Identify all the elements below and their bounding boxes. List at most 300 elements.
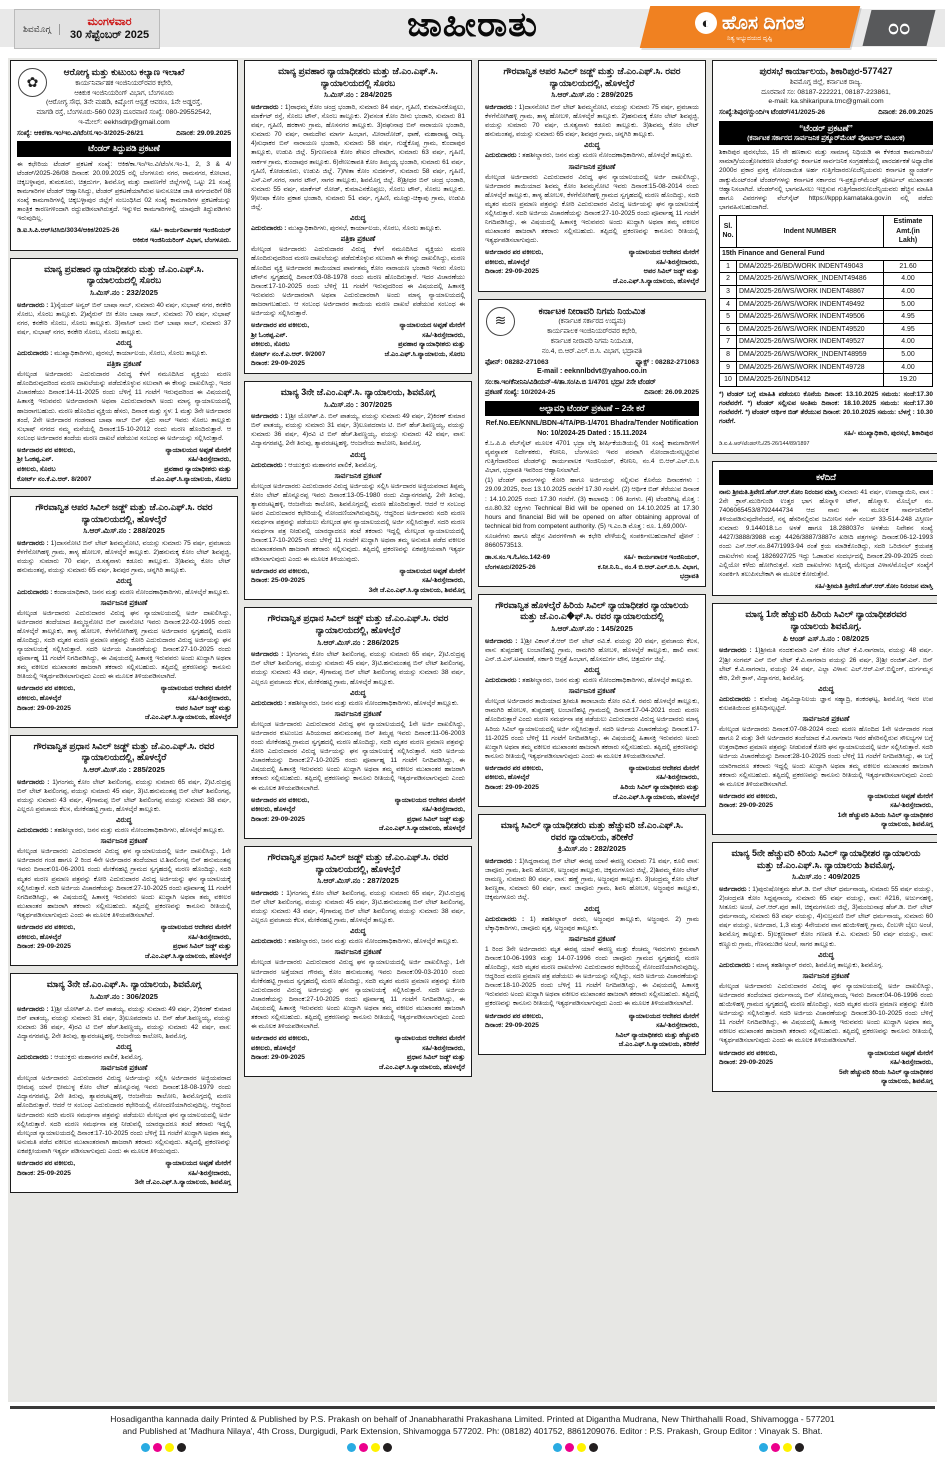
ad-court-holalkere-288 — [10, 496, 238, 728]
knnl-waves-icon: ≋ — [486, 307, 515, 336]
signature-line: ಅರ್ಜಿದಾರರ ಪರ ವಕೀಲರು, — [17, 446, 76, 454]
ad-subtitle: (ಕರ್ನಾಟಕ ಸರ್ಕಾರದ ಉದ್ಯಮ) — [558, 318, 626, 326]
ad-paragraph-label: ಎದುರುದಾರರು : — [17, 827, 55, 835]
ad-headline-line: ಅಲ್ಪಾವಧಿ ಟೆಂಡರ್ ಪ್ರಕಟಣೆ – 2ನೇ ಕರೆ — [539, 402, 645, 413]
ad-section-heading: ಸಾರ್ವಜನಿಕ ಪ್ರಕಟಣೆ — [334, 947, 382, 957]
signature-right — [385, 321, 466, 369]
ad-paragraph-label: ಎದುರುದಾರರು : — [251, 225, 289, 233]
indent-table-row — [720, 285, 933, 298]
signature-block — [485, 1012, 699, 1050]
ad-paragraph-label: ಎದುರುದಾರರು : — [17, 1053, 55, 1061]
ad-paragraph: ಮೇಲ್ಕಂಡ ಅರ್ಜಿದಾರರು ಎದುರುದಾರರ ವಿರುದ್ಧ ಘನ ನ್ಯಾಯಾಲಯದಲ್ಲಿ ಅರ್ಜಿ ದಾಖಲಿಸಿದ್ದು, 1ನೇ ಅರ್ಜಿದಾರರ ಗಂಡ ಹಾಗೂ 2 ರಿಂದ 4ನೇ ಅರ್ಜಿದಾರರ ತಂದೆಯಾದ ಟಿ.ಶಿವಲಿಂಗಪ್ಪ ಬಿನ್ ಹನುಮಂತಪ್ಪ ಇವರು ದಿನಾಂಕ:01-06-2001 ರಂದು ಮೇಕೆನಹಟ್ಟಿ ಗ್ರಾಮದ ಸ್ವಗೃಹದಲ್ಲಿ ಮರಣ ಹೊಂದಿದ್ದು, ಸದರಿ ಮೃತರ ಮರಣ ಪ್ರಮಾಣ ಪತ್ರವನ್ನು ಕೋರಿ ಎದುರುದಾರರ ವಿರುದ್ಧ ಅರ್ಜಿಯನ್ನು ಘನ ನ್ಯಾಯಾಲಯಕ್ಕೆ ಸಲ್ಲಿಸಿರುತ್ತಾರೆ. ಸದರಿ ಅರ್ಜಿಯ ವಿಚಾರಣೆಯನ್ನು ದಿನಾಂಕ:27-10-2025 ರಂದು ಪೂರ್ವಾಹ್ನ 11 ಗಂಟೆಗೆ ನಿಗದಿಪಡಿಸಿದ್ದು, ಈ ವಿಷಯದಲ್ಲಿ ಹಿತಾಸಕ್ತಿ ಇರುವವರು ಅಂದು ಖುದ್ದಾಗಿ ಅಥವಾ ತಮ್ಮ ವಕೀಲರ ಮುಖಾಂತರ ಹಾಜರಾಗಿ ತಕರಾರು ಸಲ್ಲಿಸಬಹುದು. ತಪ್ಪಿದಲ್ಲಿ ಪ್ರಕರಣವನ್ನು ಕಾನೂನು ರೀತಿಯಲ್ಲಿ ಇತ್ಯರ್ಥಪಡಿಸಲಾಗುವುದು ಎಂದು ಈ ಮೂಲಕ ತಿಳಿಯಪಡಿಸಲಾಗಿದೆ. — [17, 848, 231, 919]
case-number: ಕ್ರಿ.ಮಿಸ್.ನಂ : 282/2025 — [558, 844, 626, 854]
indent-number: DMA/2025-26/WS/WORK_INDENT49486 — [737, 273, 884, 286]
signature-block — [251, 567, 465, 596]
indent-estimate-amount: 4.00 — [884, 285, 933, 298]
signature-line: ದಿನಾಂಕ: 29-09-2025 — [251, 1054, 305, 1062]
ad-lost-notice — [712, 461, 937, 597]
edition-city: ಶಿವಮೊಗ್ಗ — [15, 24, 60, 35]
indent-sl-no: 10 — [720, 374, 737, 387]
signature-line: ಅರ್ಜಿದಾರರ ಪರ ವಕೀಲರು, — [17, 685, 76, 693]
cmyk-dot — [371, 1443, 380, 1452]
ad-section-heading: ವಿರುದ್ಧ — [116, 1041, 132, 1051]
signature-line: ದಿನಾಂಕ: 29-09-2025 — [719, 802, 773, 810]
ad-court-holalkere-287 — [244, 846, 472, 1078]
ad-post-paragraph: *) ಟೆಂಡರ್ ಬಗ್ಗೆ ಮಾಹಿತಿ ಪಡೆಯಲು ಕೊನೆಯ ದಿನಾಂಕ: 13.10.2025 ಸಮಯ: ಸಂಜೆ:17.30 ಗಂಟೆವರೆಗೆ. *) ಟೆಂಡರ್ ಸಲ್ಲಿಸುವ ಅಂತಿಮ ದಿನಾಂಕ: 18.10.2025 ಸಮಯ: ಸಂಜೆ:17.30 ಗಂಟೆವರೆಗೆ. *) ಟೆಂಡರ್ ಆರ್ಥಿಕ ಬಿಡ್ ತೆರೆಯುವ ದಿನಾಂಕ: 20.10.2025 ಸಮಯ: ಬೆಳಗ್ಗೆ : 10.30 ಗಂಟೆಗೆ. — [719, 391, 933, 426]
ad-title: ಮಾನ್ಯ 1ನೇ ಹೆಚ್ಚುವರಿ ಹಿರಿಯ ಸಿವಿಲ್ ನ್ಯಾಯಾಧೀಶರವರ — [745, 609, 907, 620]
ad-info-center: E-mail : eeknnlbdvt@yahoo.co.in — [537, 368, 647, 376]
ad-paragraph-label: ಅರ್ಜಿದಾರರು : — [251, 889, 287, 897]
ad-knnl-tender — [478, 299, 706, 587]
case-number: ಸಿ.ಆರ್.ಮಿಸ್.ನಂ : 289/2025 — [551, 90, 633, 100]
ad-reference-bold: Ref.No.EE/KNNL/BDN-4/TA/PB-1/4701 Bhadra/Tender Notification — [485, 420, 699, 428]
indent-sl-no: 7 — [720, 336, 737, 349]
signature-line: ನ್ಯಾಯಾಲಯದ ಅಪ್ಪಣೆ ಮೇರೆಗೆ — [165, 446, 231, 454]
imprint-line-1: Hosadigantha kannada daily Printed & Published by P.S. Prakash on behalf of Jnanabharathi Prakashana Limited. Printed at Digantha Mudrana, New Thirthahalli Road, Shivamogga - 577201 — [110, 1414, 835, 1424]
signature-line: ಡಿ.ಐ.ಸಿ.ಪಿ.ಆರ್/ಟಿಸಿಬಿ/3034/ಆಕಿಕ/2025-26 — [17, 227, 120, 235]
cmyk-dot-group — [141, 1443, 186, 1452]
cmyk-dot — [565, 1443, 574, 1452]
ad-section-heading: ವಿರುದ್ಧ — [350, 449, 366, 459]
ad-paragraph-label: ಎದುರುದಾರರು : — [251, 461, 289, 469]
cmyk-dot — [759, 1443, 768, 1452]
brand-tagline: ನಿತ್ಯ ಅಭ್ಯುದಯದ ದೃಷ್ಟಿ — [727, 36, 773, 42]
signature-block — [485, 248, 699, 286]
indent-number: DMA/2025-26/WS/WORK INDENT49492 — [737, 298, 884, 311]
ad-title: ಮಾನ್ಯ 3ನೇ ಜೆ.ಎಂ.ಎಫ್.ಸಿ. ನ್ಯಾಯಾಲಯ, ಶಿವಮೊಗ್ಗ — [46, 979, 202, 990]
signature-right — [135, 1159, 231, 1188]
ad-title: ಗೌರವಾನ್ವಿತ ಪ್ರಧಾನ ಸಿವಿಲ್ ಜಡ್ಜ್ ಮತ್ತು ಜೆ.ಎಂ.ಎಫ್.ಸಿ. ರವರ — [33, 740, 215, 751]
ad-column-1 — [10, 60, 238, 1400]
ad-date: ಫ್ಯಾಕ್ಸ್ : 08282-271063 — [635, 358, 699, 366]
signature-right — [379, 796, 465, 834]
case-number: ಸಿ.ಆರ್.ಮಿಸ್.ನಂ : 288/2025 — [83, 526, 165, 536]
ad-paragraph-label: ಎದುರುದಾರರು : — [251, 938, 289, 946]
indent-estimate-amount: 4.00 — [884, 361, 933, 374]
ad-paragraph-label: ಅರ್ಜಿದಾರರು : — [719, 885, 753, 893]
signature-right — [145, 923, 231, 961]
ad-paragraph: ಈ ಕಛೇರಿಯ ಟೆಂಡರ್ ಪ್ರಕಟಣೆ ಸಂಖ್ಯೆ: ಆಕಿಕ/ಕಾ.ಇಂ/ಇಂ.ವಿ/ಟೆಂ/ಸ.ಇಂ-1, 2, 3 & 4/ಟೆಂಡರ್/2025-26/08 ದಿನಾಂಕ: 20.09.2025 ರಲ್ಲಿ ಬೆಂಗಳೂರು ನಗರ, ರಾಮನಗರ, ಕೋಲಾರ, ಚಿಕ್ಕಬಳ್ಳಾಪುರ, ತುಮಕೂರು, ಚಿತ್ರದುರ್ಗ, ಶಿವಮೊಗ್ಗ ಮತ್ತು ದಾವಣಗೆರೆ ಜಿಲ್ಲೆಗಳಲ್ಲಿ ಒಟ್ಟು 21 ಸಂಖ್ಯೆ ಕಾಮಗಾರಿಗಳ ಟೆಂಡರ್ ಆಹ್ವಾನಿಸಿದ್ದು, ಟೆಂಡರ್ ಪ್ರಕಟಣೆಯಾಗಿರುವ ಅನುಸೂಚಿತ ಜಾತಿ ವರ್ಗದವರಿಗೆ 08 ಸಂಖ್ಯೆ ಕಾಮಗಾರಿಗಳಲ್ಲಿ ಚಿಕ್ಕಬಳ್ಳಾಪುರ ಜಿಲ್ಲೆಗೆ ಸಂಬಂಧಿಸಿದ 02 ಸಂಖ್ಯೆ ಕಾಮಗಾರಿಗಳ ಪ್ರಕಟಣೆಯನ್ನು ತಾಂತ್ರಿಕ ಕಾರಣಗಳಿಂದಾಗಿ ರದ್ದುಪಡಿಸಲಾಗಿರುತ್ತದೆ. ಇನ್ನುಳಿದ ಕಾಮಗಾರಿಗಳಲ್ಲಿ ಯಾವುದೇ ತಿದ್ದುಪಡಿಗಳು ಇರುವುದಿಲ್ಲ. — [17, 160, 231, 223]
indent-number: DMA/2025-26/BD/WORK INDENT49043 — [737, 260, 884, 273]
ad-paragraph: ಮೇಲ್ಕಂಡ ಅರ್ಜಿದಾರರು ಎದುರುದಾರರ ವಿರುದ್ಧ ಅರ್ಜಿಯನ್ನು ಸಲ್ಲಿಸಿ ಅರ್ಜಿದಾರರ ಅಜ್ಜಿಯವರಾದ ತಿಪ್ಪಮ್ಮ ಕೋಂ ಲೇಟ್ ಹೊನ್ನೂರಪ್ಪ ಇವರು ದಿನಾಂಕ:13-05-1980 ರಂದು ವಿದ್ಯಾನಗರಪಟ್ಟಿ, 2ನೇ ತಿರುವು, ತ್ಯಾವರಚಟ್ನಹಳ್ಳಿ, ಆಂಜನೇಯ ಕಾಲೋನಿ, ಶಿವಮೊಗ್ಗದಲ್ಲಿ ಮರಣ ಹೊಂದಿರುತ್ತಾರೆ. ಆದರೆ ಆ ಸಂಬಂಧ ಅವರ ಎದುರುದಾರರ ಕಛೇರಿಯಲ್ಲಿ ನೋಂದಣಿಯಾಗಿರುವುದಿಲ್ಲ. ಆದ್ದರಿಂದ ಅರ್ಜಿದಾರರು ಸದರಿ ಮರಣ ಸಮರ್ಥನಾ ಪತ್ರವನ್ನು ಪಡೆಯಲು ಮೇಲ್ಕಂಡ ಘನ ನ್ಯಾಯಾಲಯದಲ್ಲಿ ಅರ್ಜಿ ಸಲ್ಲಿಸಿರುತ್ತಾರೆ. ಸದರಿ ಮರಣ ಸಮರ್ಥನಾ ಪತ್ರ ನೀಡುವಲ್ಲಿ ಯಾರದ್ದಾದರೂ ತಂಟೆ ತಕರಾರು ಇದ್ದಲ್ಲಿ ಮೇಲ್ಕಂಡ ನ್ಯಾಯಾಲಯದಲ್ಲಿ ದಿನಾಂಕ:17-10-2025 ರಂದು ಬೆಳಿಗ್ಗೆ 11 ಗಂಟೆಗೆ ಖುದ್ದಾಗಿ ಅಥವಾ ತಮ್ಮ ಅನುಮತಿ ಪಡೆದ ವಕೀಲರ ಮುಖಾಂತರವಾಗಿ ಹಾಜರಾಗಿ ತಕರಾರು ಸಲ್ಲಿಸುವುದು. ತಪ್ಪಿದಲ್ಲಿ ಪ್ರಕರಣವನ್ನು ಏಕಪಕ್ಷೀಯವಾಗಿ ಇತ್ಯರ್ಥ ಪಡಿಸಲಾಗುವುದು ಎಂದು ಈ ಮೂಲಕ ತಿಳಿಯುವುದು. — [251, 482, 465, 563]
edition-date: 30 ಸೆಪ್ಟೆಂಬರ್ 2025 — [69, 29, 150, 41]
signature-line: ಬೆಂಗಳೂರು/2025-26 — [485, 563, 536, 571]
signature-line: ಜೆ.ಎಂ.ಎಫ್.ಸಿ.ನ್ಯಾಯಾಲಯ, ಸೊರಬ — [150, 475, 231, 483]
signature-line: 1ನೇ ಹೆಚ್ಚುವರಿ ಹಿರಿಯ ಸಿವಿಲ್ ನ್ಯಾಯಾಧೀಶರ — [837, 811, 933, 819]
ad-section-heading: ವಿರುದ್ಧ — [818, 683, 834, 693]
ad-paragraph: ಅರ್ಜಿದಾರರು : 1)ಗಂಗಮ್ಮ ಕೋಂ ಲೇಟ್ ಶಿವಲಿಂಗಪ್ಪ, ವಯಸ್ಸು ಸುಮಾರು 65 ವರ್ಷ, 2)ಟಿ.ರುದ್ರಪ್ಪ ಬಿನ್ ಲೇಟ್ ಶಿವಲಿಂಗಪ್ಪ, ವಯಸ್ಸು ಸುಮಾರು 45 ವರ್ಷ, 3)ಟಿ.ಹನುಮಂತಪ್ಪ ಬಿನ್ ಲೇಟ್ ಶಿವಲಿಂಗಪ್ಪ, ವಯಸ್ಸು ಸುಮಾರು 43 ವರ್ಷ, 4)ಗಾಮಪ್ಪ ಬಿನ್ ಲೇಟ್ ಶಿವಲಿಂಗಪ್ಪ ವಯಸ್ಸು ಸುಮಾರು 38 ವರ್ಷ, ಎಲ್ಲರೂ ಪ್ರವಚಾಯ ಕೆಲಸ, ಮೇಕೆನಹಟ್ಟಿ ಗ್ರಾಮ, ಹೊಳಲ್ಕೆರೆ ತಾಲ್ಲೂಕು. — [251, 889, 465, 925]
ad-subtitle: ಆಕಿಕುಕ ಇಂಜಿನಿಯರಿಂಗ್ ವಿಭಾಗ, ಬೆಂಗಳೂರು — [74, 89, 174, 97]
footer-rule — [10, 1406, 935, 1409]
govt-emblem-icon: ✿ — [18, 68, 47, 97]
signature-line: ಜೆ.ಎಂ.ಎಫ್.ಸಿ.ನ್ಯಾಯಾಲಯ, ಹೊಳಲ್ಕೆರೆ — [378, 825, 465, 833]
indent-table-row — [720, 336, 933, 349]
signature-right — [598, 553, 699, 582]
ad-date: ದಿನಾಂಕ: 26.09.2025 — [878, 109, 933, 117]
indent-sl-no: 2 — [720, 273, 737, 286]
signature-line: ಜೆ.ಎಂ.ಎಫ್.ಸಿ.ನ್ಯಾಯಾಲಯ, ಹೊಳಲ್ಕೆರೆ — [144, 952, 231, 960]
indent-sl-no: 3 — [720, 285, 737, 298]
signature-left — [485, 553, 550, 582]
ad-court-shivamogga-409 — [712, 842, 937, 1092]
ad-ref-number: ಸಂಖ್ಯೆ:ಶಿಪುರ/ಸ್ಬುಂದಿ/ಇ ಟೆಂಡರ್/41/2025-26 — [719, 109, 826, 117]
ad-health-tender — [10, 60, 238, 251]
signature-line: ಸಹಿ/-ಶ್ರೀಮತಿ ತ್ರಿವೇಣಿ.ಹೆಚ್.ಆರ್.ಕೋಂ ನಿರಂಜನ ಮಾಸ್ತಿ — [815, 582, 933, 590]
indent-table-header: Indent NUMBER — [737, 215, 884, 247]
signature-line: ವಕೀಲರು, ಹೊಳಲ್ಕೆರೆ — [251, 1044, 296, 1052]
ad-headline-bar — [719, 121, 933, 146]
indent-estimate-amount: 21.60 — [884, 260, 933, 273]
case-number: ಪಿ ಆಂಡ್ ಎಸ್.ಸಿ.ನಂ : 08/2025 — [782, 633, 870, 643]
signature-left — [251, 796, 309, 834]
indent-table-row — [720, 349, 933, 362]
signature-line: ಸಹಿ/- ಕಾರ್ಯನಿರ್ವಾಹಕ ಇಂಜಿನಿಯರ್ — [150, 227, 231, 235]
ad-paragraph-label: ಅರ್ಜಿದಾರರು : — [251, 104, 285, 111]
signature-line: ನ್ಯಾಯಾಲಯ, ಶಿವಮೊಗ್ಗ — [881, 1078, 933, 1086]
ad-paragraph: ಎದುರುದಾರರು : ಮುಖ್ಯಾಧಿಕಾರಿಗಳು, ಪುರಸಭೆ, ಕಾರ್ಯಾಲಯ, ಸೊರಬ, ಸೊರಬ ತಾಲ್ಲೂಕು. — [251, 225, 442, 233]
ad-paragraph: ಮೇಲ್ಕಂಡ ಅರ್ಜಿದಾರರು ಎದುರುದಾರರ ವಿರುದ್ಧ ಘನ ನ್ಯಾಯಾಲಯದಲ್ಲಿ ಅರ್ಜಿ ದಾಖಲಿಸಿದ್ದು, ಅರ್ಜಿದಾರರ ತಂದೆಯಾದ ಧರ್ಮನಾಯ್ಕ ಬಿನ್ ಸೋಮ್ಲನಾಯ್ಕ ಇವರು ದಿನಾಂಕ:04-06-1996 ರಂದು ಹುಯಿಳಿಹಳ್ಳಿ ಗ್ರಾಮದ ಸ್ವಗೃಹದಲ್ಲಿ ಮರಣ ಹೊಂದಿದ್ದು, ಸದರಿ ಮೃತರ ಮರಣ ಪ್ರಮಾಣ ಪತ್ರವನ್ನು ಕೋರಿ ಅರ್ಜಿಯನ್ನು ಸಲ್ಲಿಸಿರುತ್ತಾರೆ. ಸದರಿ ಅರ್ಜಿಯ ವಿಚಾರಣೆಯನ್ನು ದಿನಾಂಕ:30-10-2025 ರಂದು ಬೆಳಿಗ್ಗೆ 11 ಗಂಟೆಗೆ ನಿಗದಿಪಡಿಸಿದ್ದು, ಈ ವಿಷಯದಲ್ಲಿ ಹಿತಾಸಕ್ತಿ ಇರುವವರು ಅಂದು ಖುದ್ದಾಗಿ ಅಥವಾ ತಮ್ಮ ವಕೀಲರ ಮುಖಾಂತರ ಹಾಜರಾಗಿ ತಕರಾರು ಸಲ್ಲಿಸಬಹುದು. ತಪ್ಪಿದಲ್ಲಿ ಪ್ರಕರಣವನ್ನು ಕಾನೂನು ರೀತಿಯಲ್ಲಿ ಇತ್ಯರ್ಥಪಡಿಸಲಾಗುವುದು ಎಂದು ಈ ಮೂಲಕ ತಿಳಿಯಪಡಿಸಲಾಗಿದೆ. — [719, 982, 933, 1045]
ad-section-heading: ಸಾರ್ವಜನಿಕ ಪ್ರಕಟಣೆ — [802, 970, 850, 980]
ad-court-holalkere-286 — [244, 607, 472, 839]
indent-table-row — [720, 361, 933, 374]
ad-headline-line: (ಕರ್ನಾಟಕ ಸರ್ಕಾರದ ಸಾರ್ವಜನಿಕ ಪ್ರಕ್ಯೂರ್‌ಮೆಂಟ್ ಪೋರ್ಟಲ್ ಮೂಲಕ) — [747, 135, 905, 143]
ad-paragraph: ಮೇಲ್ಕಂಡ ಅರ್ಜಿದಾರರು ದಿನಾಂಕ:07-08-2024 ರಂದು ಮರಣ ಹೊಂದಿದ 1ನೇ ಅರ್ಜಿದಾರರ ಗಂಡ ಹಾಗೂ 2 ಮತ್ತು 3ನೇ ಅರ್ಜಿದಾರರ ತಂದೆಯಾದ ಕೆ.ವಿ.ನಾಗರಾಜ ಇವರ ಹೆಸರಿನಲ್ಲಿರುವ ಸೌಲಭ್ಯಗಳ ಬಗ್ಗೆ ಉತ್ತರಾಧಿಕಾರ ಪ್ರಮಾಣ ಪತ್ರವನ್ನು ನೀಡುವಂತೆ ಕೋರಿ ಘನ ನ್ಯಾಯಾಲಯದಲ್ಲಿ ಅರ್ಜಿ ಸಲ್ಲಿಸಿರುತ್ತಾರೆ. ಸದರಿ ಅರ್ಜಿಯ ವಿಚಾರಣೆಯನ್ನು ದಿನಾಂಕ:28-10-2025 ರಂದು ಬೆಳಿಗ್ಗೆ 11 ಗಂಟೆಗೆ ನಿಗದಿಪಡಿಸಿದ್ದು, ಈ ಬಗ್ಗೆ ಯಾರಿಗಾದರೂ ತಕರಾರು ಇದ್ದಲ್ಲಿ ಅಂದು ಖುದ್ದಾಗಿ ಅಥವಾ ತಮ್ಮ ವಕೀಲರ ಮುಖಾಂತರ ಹಾಜರಾಗಿ ತಕರಾರು ಸಲ್ಲಿಸಬಹುದು. ತಪ್ಪಿದಲ್ಲಿ ಪ್ರಕರಣವನ್ನು ಕಾನೂನು ರೀತಿಯಲ್ಲಿ ಇತ್ಯರ್ಥಪಡಿಸಲಾಗುವುದು ಎಂದು ಈ ಮೂಲಕ ತಿಳಿಯಪಡಿಸಲಾಗಿದೆ. — [719, 726, 933, 788]
signature-line: ವಕೀಲರು, ಸೊರಬ — [251, 341, 290, 349]
signature-line: ಅರ್ಜಿದಾರರ ಪರ ವಕೀಲರು, — [485, 249, 544, 257]
signature-line: ನ್ಯಾಯಾಲಯದ ಅಪ್ಪಣೆ ಮೇರೆಗೆ — [867, 1049, 933, 1057]
signature-line: ದಿನಾಂಕ: 29-09-2025 — [485, 1022, 539, 1030]
ad-title: ಮಾನ್ಯ ಪ್ರವಹಾರ ನ್ಯಾಯಾಧೀಶರು ಮತ್ತು ಜೆ.ಎಂ.ಎಫ್.ಸಿ. — [44, 263, 204, 274]
ad-paragraph-label: ನಾನು ಶ್ರೀಮತಿ.ತ್ರಿವೇಣಿ.ಹೆಚ್.ಆರ್.ಕೋಂ ನಿರಂಜನ ಮಾಸ್ತಿ — [719, 488, 839, 496]
indent-sl-no: 1 — [720, 260, 737, 273]
signature-block — [485, 764, 699, 802]
signature-line: ದಿನಾಂಕ: 29-09-2025 — [17, 943, 71, 951]
ad-paragraph: ಎದುರುದಾರರು : ಆಯುಕ್ತರು ಮಹಾನಗರ ಪಾಲಿಕೆ, ಶಿವಮೊಗ್ಗ. — [251, 461, 378, 469]
cmyk-dot — [359, 1443, 368, 1452]
ad-paragraph-label: ಎದುರುದಾರರು : — [719, 695, 760, 703]
signature-line: ನ್ಯಾಯಾಲಯದ ಅಪ್ಪಣೆ ಮೇರೆಗೆ — [867, 792, 933, 800]
ad-paragraph: ಎದುರುದಾರರು : ತಹಶೀಲ್ದಾರರು, ಜನನ ಮತ್ತು ಮರಣ ನೋಂದಣಾಧಿಕಾರಿಗಳು, ಹೊಳಲ್ಕೆರೆ ತಾಲ್ಲೂಕು. — [17, 827, 225, 835]
signature-line: ವಕೀಲರು, ಹೊಳಲ್ಕೆರೆ — [17, 933, 62, 941]
ad-title: ರವರ ನ್ಯಾಯಾಲಯ, ತರೀಕೆರೆ — [550, 831, 634, 842]
ad-reference-bold: No: 10/2024-25 Dated : 15.11.2024 — [537, 429, 647, 437]
ad-title: ಗೌರವಾನ್ವಿತ ಪ್ರಧಾನ ಸಿವಿಲ್ ಜಡ್ಜ್ ಮತ್ತು ಜೆ.ಎಂ.ಎಫ್.ಸಿ. ರವರ — [267, 851, 449, 862]
signature-right — [844, 429, 933, 439]
ad-subtitle: (ಆರೋಗ್ಯ ಸೌಧ, 3ನೇ ಮಹಡಿ, ಕಿಷ್ಕೋಗ ಆಸ್ಪತ್ರೆ ಆವರಣ, 1ನೇ ಅಡ್ಡರಸ್ತೆ, — [45, 99, 203, 107]
signature-line: ನ್ಯಾಯಾಲಯದ ಆದೇಶದ ಮೇರೆಗೆ — [160, 685, 231, 693]
ad-title: ಗೌರವಾನ್ವಿತ ಆಪರ ಸಿವಿಲ್ ಜಡ್ಜ್ ಮತ್ತು ಜೆ.ಎಂ.ಎಫ್.ಸಿ. ರವರ — [35, 502, 213, 513]
signature-line: ವಕೀಲರು, ಹೊಳಲ್ಕೆರೆ — [485, 774, 530, 782]
signature-line: ಸಹಿ/- ಕಾರ್ಯಪಾಲಕ ಇಂಜಿನಿಯರ್, — [623, 554, 699, 562]
signature-line: ವಕೀಲರು, ಹೊಳಲ್ಕೆರೆ — [485, 258, 530, 266]
ad-title: ಗೌರವಾನ್ವಿತ ಹೊಳಲ್ಕೆರೆ ಹಿರಿಯ ಸಿವಿಲ್ ನ್ಯಾಯಾಧೀಶರ ನ್ಯಾಯಾಲಯ — [495, 599, 689, 610]
signature-line: ದಿನಾಂಕ: 25-09-2025 — [251, 577, 305, 585]
signature-line: ಅರ್ಜಿದಾರರ ಪರ ವಕೀಲರು, — [251, 796, 310, 804]
ad-column-4 — [712, 60, 937, 1400]
indent-sl-no: 6 — [720, 323, 737, 336]
ad-section-heading: ಸಾರ್ವಜನಿಕ ಪ್ರಕಟಣೆ — [802, 714, 850, 724]
signature-line: ಅರ್ಜಿದಾರರ ಪರ ವಕೀಲರು, — [719, 1049, 778, 1057]
ad-paragraph: ಅರ್ಜಿದಾರರು : 1)ಗಂಗಮ್ಮ ಕೋಂ ಲೇಟ್ ಶಿವಲಿಂಗಪ್ಪ, ವಯಸ್ಸು ಸುಮಾರು 65 ವರ್ಷ, 2)ಟಿ.ರುದ್ರಪ್ಪ ಬಿನ್ ಲೇಟ್ ಶಿವಲಿಂಗಪ್ಪ, ವಯಸ್ಸು ಸುಮಾರು 45 ವರ್ಷ, 3)ಟಿ.ಹನುಮಂತಪ್ಪ ಬಿನ್ ಲೇಟ್ ಶಿವಲಿಂಗಪ್ಪ, ವಯಸ್ಸು ಸುಮಾರು 43 ವರ್ಷ, 4)ಗಾಮಪ್ಪ ಬಿನ್ ಲೇಟ್ ಶಿವಲಿಂಗಪ್ಪ ವಯಸ್ಸು ಸುಮಾರು 38 ವರ್ಷ, ಎಲ್ಲರೂ ಪ್ರವಚಾಯ ಕೆಲಸ, ಮೇಕೆನಹಟ್ಟಿ ಗ್ರಾಮ, ಹೊಳಲ್ಕೆರೆ ತಾಲ್ಲೂಕು. — [251, 651, 465, 686]
ad-title: ಮಾನ್ಯ 3ನೇ ಜೆ.ಎಂ.ಎಫ್.ಸಿ. ನ್ಯಾಯಾಲಯ, ಶಿವಮೊಗ್ಗ — [280, 386, 436, 397]
signature-left — [17, 684, 75, 722]
signature-line: ನ್ಯಾಯಾಲಯದ ಆದೇಶದ ಮೇರೆಗೆ — [160, 924, 231, 932]
hosa-digantha-logo-icon: ◐ — [695, 12, 717, 34]
ad-title: ನ್ಯಾಯಾಲಯದಲ್ಲಿ, ಹೊಳಲ್ಕೆರೆ — [549, 77, 635, 88]
signature-block — [485, 553, 699, 582]
signature-line: ವಕೀಲರು, ಸೊರಬ — [17, 465, 56, 473]
ad-paragraph: ಎದುರುದಾರರು : ತಹಶೀಲ್ದಾರರು, ಜನನ ಮತ್ತು ಮರಣ ನೋಂದಣಾಧಿಕಾರಿಗಳು, ಹೊಳಲ್ಕೆರೆ ತಾಲ್ಲೂಕು. — [485, 677, 693, 685]
signature-line: ಅರ್ಜಿದಾರರ ಪರ ವಕೀಲರು, — [719, 792, 778, 800]
signature-line: ಪ್ರಧಾನ ಸಿವಿಲ್ ಜಡ್ಜ್ ಮತ್ತು — [406, 815, 465, 823]
ad-ref-number: ಪ್ರಕಟಣೆ ಸಂಖ್ಯೆ: 10/2024-25 — [485, 389, 556, 397]
signature-line: ಜೆ.ಎಂ.ಎಫ್.ಸಿ.ನ್ಯಾಯಾಲಯ, ಹೊಳಲ್ಕೆರೆ — [378, 1063, 465, 1071]
signature-left — [251, 1034, 309, 1072]
indent-table-row — [720, 311, 933, 324]
signature-right — [839, 1049, 933, 1087]
signature-line: ಸಹಿ/-ಶಿರಸ್ತೇದಾರರು, — [890, 802, 933, 810]
indent-sl-no: 8 — [720, 349, 737, 362]
ad-paragraph: ಎದುರುದಾರರು : ಮಾನ್ಯ ತಹಶೀಲ್ದಾರ್ ರವರು, ಶಿವಮೊಗ್ಗ ತಾಲ್ಲೂಕು, ಶಿವಮೊಗ್ಗ. — [719, 961, 884, 969]
ad-paragraph: ಮೇಲ್ಕಂಡ ಅರ್ಜಿದಾರರು ಎದುರುದಾರರ ವಿರುದ್ಧ ಅರ್ಜಿಯನ್ನು ಸಲ್ಲಿಸಿ ಅರ್ಜಿದಾರರ ಅಜ್ಜಿಯವರಾದ ಭೀಮಪ್ಪ ಯಾನೆ ಭೀಮುಳ್ಳ ಕೋಂ ಲೇಟ್ ಹೊನ್ನೂರಪ್ಪ ಇವರು ದಿನಾಂಕ:18-08-1979 ರಂದು ವಿದ್ಯಾನಗರಪಟ್ಟಿ, 2ನೇ ತಿರುವು, ತ್ಯಾವರಚಟ್ನಹಳ್ಳಿ, ಆಂಜನೇಯ ಕಾಲೋನಿ, ಶಿವಮೊಗ್ಗದಲ್ಲಿ ಮರಣ ಹೊಂದಿರುತ್ತಾರೆ. ಆದರೆ ಆ ಸಂಬಂಧ ಎದುರುದಾರರ ಕಛೇರಿಯಲ್ಲಿ ನೋಂದಣಿಯಾಗಿರುವುದಿಲ್ಲ. ಆದ್ದರಿಂದ ಅರ್ಜಿದಾರರು ಸದರಿ ಮರಣ ಸಮರ್ಥನಾ ಪತ್ರವನ್ನು ಪಡೆಯಲು ಮೇಲ್ಕಂಡ ಘನ ನ್ಯಾಯಾಲಯದಲ್ಲಿ ಅರ್ಜಿ ಸಲ್ಲಿಸಿರುತ್ತಾರೆ. ಸದರಿ ಮರಣ ಸಮರ್ಥನಾ ಪತ್ರ ನೀಡುವಲ್ಲಿ ಯಾರದ್ದಾದರೂ ತಂಟೆ ತಕರಾರು ಇದ್ದಲ್ಲಿ ಮೇಲ್ಕಂಡ ನ್ಯಾಯಾಲಯದಲ್ಲಿ ದಿನಾಂಕ:17-10-2025 ರಂದು ಬೆಳಿಗ್ಗೆ 11 ಗಂಟೆಗೆ ಖುದ್ದಾಗಿ ಅಥವಾ ತಮ್ಮ ಅನುಮತಿ ಪಡೆದ ವಕೀಲರ ಮುಖಾಂತರವಾಗಿ ಹಾಜರಾಗಿ ತಕರಾರು ಸಲ್ಲಿಸುವುದು. ತಪ್ಪಿದಲ್ಲಿ ಪ್ರಕರಣವನ್ನು ಏಕಪಕ್ಷೀಯವಾಗಿ ಇತ್ಯರ್ಥ ಪಡಿಸಲಾಗುವುದು ಎಂದು ಈ ಮೂಲಕ ತಿಳಿಯುವುದು. — [17, 1075, 231, 1155]
signature-line: ಆಕಿಕುಕ ಇಂಜಿನಿಯರಿಂಗ್ ವಿಭಾಗ, ಬೆಂಗಳೂರು. — [132, 236, 231, 244]
indent-table-header: Sl. No. — [720, 215, 737, 247]
signature-line: ಅರ್ಜಿದಾರರ ಪರ ವಕೀಲರು, — [17, 924, 76, 932]
ad-title: ನ್ಯಾಯಾಲಯದಲ್ಲಿ ಸೊರಬ — [320, 77, 396, 88]
ad-section-heading: ಸಾರ್ವಜನಿಕ ಪ್ರಕಟಣೆ — [568, 686, 616, 696]
case-number: ಸಿ.ಮಿಸ್.ನಂ : 232/2025 — [89, 287, 158, 297]
signature-right — [613, 248, 699, 286]
ad-headline-bar — [719, 470, 933, 485]
cmyk-dot — [383, 1443, 392, 1452]
signature-line: ಶ್ರೀ ಓಂಕಪ್ಪ.ಎನ್. — [251, 331, 288, 339]
signature-line: ನ್ಯಾಯಾಲಯ, ಶಿವಮೊಗ್ಗ — [881, 821, 933, 829]
indent-number: DMA/2025-26/WS/WORK INDENT48867 — [737, 285, 884, 298]
ad-paragraph-label: ಅರ್ಜಿದಾರರು : — [17, 540, 51, 548]
signature-line: ನ್ಯಾಯಾಲಯದ ಆದೇಶದ ಮೇರೆಗೆ — [628, 249, 699, 257]
cmyk-dot — [577, 1443, 586, 1452]
ad-title: ಮತ್ತು ಜೆ.ಎಂ.ಎಫ್.ಸಿ. ನ್ಯಾಯಾಲಯ ಶಿವಮೊಗ್ಗ. — [756, 859, 896, 870]
ad-section-heading: ಸಾರ್ವಜನಿಕ ಪ್ರಕಟಣೆ — [334, 708, 382, 718]
signature-left — [251, 567, 309, 596]
indent-sl-no: 5 — [720, 311, 737, 324]
signature-line: ನ್ಯಾಯಾಲಯದ ಆದೇಶದ ಮೇರೆಗೆ — [628, 1012, 699, 1020]
signature-line: ಸಹಿ/-ಶಿರಸ್ತೇದಾರರು, — [422, 331, 465, 339]
ad-paragraph: 1 ರಿಂದ 3ನೇ ಅರ್ಜಿದಾರರು ಮೃತ ಈರಪ್ಪ ಯಾನೆ ಈರಣ್ಣ ಮತ್ತು ಕೆಂಚಮ್ಮ ಇವರುಗಳು ಕ್ರಮವಾಗಿ ದಿನಾಂಕ:10-06-1993 ಮತ್ತು 14-07-1996 ರಂದು ಜಾವೂರು ಗ್ರಾಮದ ಸ್ವಗೃಹದಲ್ಲಿ ಮರಣ ಹೊಂದಿದ್ದು, ಸದರಿ ಮೃತರ ಮರಣ ದಾಖಲೆಗಳು ಎದುರುದಾರರ ಕಛೇರಿಯಲ್ಲಿ ನೋಂದಣಿಯಾಗಿರುವುದಿಲ್ಲ. ಆದ್ದರಿಂದ ಮರಣ ಪ್ರಮಾಣ ಪತ್ರ ಪಡೆಯಲು ಈ ಅರ್ಜಿಯನ್ನು ಸಲ್ಲಿಸಿದ್ದು, ಸದರಿ ಅರ್ಜಿಯ ವಿಚಾರಣೆಯನ್ನು ದಿನಾಂಕ:18-10-2025 ರಂದು ಬೆಳಿಗ್ಗೆ 11 ಗಂಟೆಗೆ ನಿಗದಿಪಡಿಸಿದ್ದು, ಈ ವಿಷಯದಲ್ಲಿ ಹಿತಾಸಕ್ತಿ ಇರುವವರು ಅಂದು ಖುದ್ದಾಗಿ ಅಥವಾ ವಕೀಲರ ಮುಖಾಂತರ ಹಾಜರಾಗಿ ತಕರಾರು ಸಲ್ಲಿಸಬಹುದು. ತಪ್ಪಿದಲ್ಲಿ ಪ್ರಕರಣವನ್ನು ಕಾನೂನು ರೀತಿಯಲ್ಲಿ ಇತ್ಯರ್ಥಪಡಿಸಲಾಗುವುದು ಎಂದು ಈ ಮೂಲಕ ತಿಳಿಯಪಡಿಸಲಾಗಿದೆ. — [485, 945, 699, 1008]
ad-info-row — [17, 129, 231, 139]
ad-paragraph: ಎದುರುದಾರರು : ತಹಶೀಲ್ದಾರರು, ಜನನ ಮತ್ತು ಮರಣ ನೋಂದಣಾಧಿಕಾರಿಗಳು, ಹೊಳಲ್ಕೆರೆ ತಾಲ್ಲೂಕು. — [251, 938, 459, 946]
ad-section-heading: ವಿರುದ್ಧ — [350, 687, 366, 697]
case-number: ಸಿ.ಆರ್.ಮಿಸ್.ನಂ : 287/2025 — [317, 876, 399, 886]
ad-title: ಮಾನ್ಯ ಸಿವಿಲ್ ನ್ಯಾಯಾಧೀಶರು ಮತ್ತು ಹೆಚ್ಚುವರಿ ಜೆ.ಎಂ.ಎಫ್.ಸಿ. — [500, 820, 684, 831]
ad-paragraph: ಅರ್ಜಿದಾರರು : 1)ಶ್ರೀ ವಿಕಾಸ್.ಕೆ.ಆರ್ ಬಿನ್ ಲೇಟ್ ರವಿ.ಕೆ. ವಯಸ್ಸು 20 ವರ್ಷ, ಪ್ರವಚಾಯ ಕೆಲಸ, ವಾಸ: ತುಪ್ಪದಹಳ್ಳಿ ಲಂಬಾಣಿಹಟ್ಟಿ ಗ್ರಾಮ, ರಾಮಗಿರಿ ಹೋಬಳಿ, ಹೊಳಲ್ಕೆರೆ ತಾಲ್ಲೂಕು, ಹಾಲಿ ವಾಸ: ಎನ್.ಜಿ.ಎಸ್.ಟವಾಪಣೆ, ಸರ್ಕಾರಿ ಆಸ್ಪತ್ರೆ ಹಿಂಭಾಗ, ಹೊಸದುರ್ಗ ಟೌನ, ಚಿತ್ರದುರ್ಗ ಜಿಲ್ಲೆ. — [485, 637, 699, 663]
ad-paragraph: ಮೇಲ್ಕಂಡ ಅರ್ಜಿದಾರರು ಎದುರುದಾರರ ವಿರುದ್ಧ ಘನ ನ್ಯಾಯಾಲಯದಲ್ಲಿ ಅರ್ಜಿ ದಾಖಲಿಸಿದ್ದು, ಅರ್ಜಿದಾರರ ತಾಯಿಯಾದ ಶಿವಮ್ಮ ಕೋಂ ಶಿವಮ್ಮನೋಟಿ ಇವರು ದಿನಾಂಕ:15-08-2014 ರಂದು ಹೊಳಲ್ಕೆರೆ ತಾಲ್ಲೂಕು, ತಾಳ್ಯ ಹೋಬಳಿ, ಕೆಳಗೆನೋಗಿಹಳ್ಳಿ ಗ್ರಾಮದ ಸ್ವಗೃಹದಲ್ಲಿ ಮರಣ ಹೊಂದಿದ್ದು, ಸದರಿ ಮೃತರ ಮರಣ ಪ್ರಮಾಣ ಪತ್ರವನ್ನು ಕೋರಿ ಎದುರುದಾರರ ವಿರುದ್ಧ ಅರ್ಜಿಯನ್ನು ಘನ ನ್ಯಾಯಾಲಯಕ್ಕೆ ಸಲ್ಲಿಸಿರುತ್ತಾರೆ. ಸದರಿ ಅರ್ಜಿಯ ವಿಚಾರಣೆಯನ್ನು ದಿನಾಂಕ:27-10-2025 ರಂದು ಪೂರ್ವಾಹ್ನ 11 ಗಂಟೆಗೆ ನಿಗದಿಪಡಿಸಿದ್ದು, ಈ ವಿಷಯದಲ್ಲಿ ಹಿತಾಸಕ್ತಿ ಇರುವವರು ಅಂದು ಖುದ್ದಾಗಿ ಅಥವಾ ತಮ್ಮ ವಕೀಲರ ಮುಖಾಂತರ ಹಾಜರಾಗಿ ತಕರಾರು ಸಲ್ಲಿಸಬಹುದು. ತಪ್ಪಿದಲ್ಲಿ ಪ್ರಕರಣವನ್ನು ಕಾನೂನು ರೀತಿಯಲ್ಲಿ ಇತ್ಯರ್ಥಪಡಿಸಲಾಗುವುದು. — [485, 173, 699, 245]
ad-paragraph-label: ಅರ್ಜಿದಾರರು : — [17, 301, 51, 309]
indent-estimate-amount: 4.95 — [884, 311, 933, 324]
signature-line: ದಿನಾಂಕ: 29-09-2025 — [251, 360, 305, 368]
edition-day: ಮಂಗಳವಾರ — [87, 15, 132, 28]
case-number: ಸಿ.ಮಿಸ್.ನಂ : 307/2025 — [323, 399, 392, 409]
ad-info-row — [485, 358, 699, 368]
ad-section-heading: ವಿರುದ್ಧ — [584, 140, 600, 150]
brand-name: ಹೊಸ ದಿಗಂತ — [722, 12, 805, 34]
signature-block — [251, 1034, 465, 1072]
ad-section-heading: ಸಾರ್ವಜನಿಕ ಪ್ರಕಟಣೆ — [334, 470, 382, 480]
signature-line: ಅರ್ಜಿದಾರರ ಪರ ವಕೀಲರು, — [17, 1159, 76, 1167]
signature-block — [719, 792, 933, 830]
ad-paragraph-label: ಅರ್ಜಿದಾರರು : — [251, 413, 285, 421]
signature-line: ಅರ್ಜಿದಾರರ ಪರ ವಕೀಲರು, — [251, 567, 310, 575]
indent-number: DMA/2025-26/WS/WORK INDENT49527 — [737, 336, 884, 349]
ad-info-row — [485, 388, 699, 398]
case-number: ಸಿ.ಆರ್.ಮಿಸ್.ನಂ : 285/2025 — [83, 765, 165, 775]
ad-footer-reference: ಡಿ.ಐ.ಪಿ.ಆರ್/ಟೆಂಡರ್/ಓ/25-26/144/89/1897 — [719, 441, 810, 448]
signature-left — [719, 1049, 777, 1087]
ad-paragraph-label: ಅರ್ಜಿದಾರರು : — [251, 651, 287, 659]
indent-sl-no: 4 — [720, 298, 737, 311]
signature-line: ಪ್ರಧಾನ ಸಿವಿಲ್ ಜಡ್ಜ್ ಮತ್ತು — [406, 1054, 465, 1062]
signature-right — [151, 446, 232, 484]
ad-section-heading: ಸಾರ್ವಜನಿಕ ಪ್ರಕಟಣೆ — [100, 836, 148, 846]
cmyk-dot — [795, 1443, 804, 1452]
signature-line: ದಿನಾಂಕ: 29-09-2025 — [17, 704, 71, 712]
ad-court-shivamogga-307 — [244, 381, 472, 600]
signature-line: ಸಹಿ/-ಶಿರಸ್ತೇದಾರರು, — [188, 456, 231, 464]
ad-title: ಗೌರವಾನ್ವಿತ ಪ್ರಧಾನ ಸಿವಿಲ್ ಜಡ್ಜ್ ಮತ್ತು ಜೆ.ಎಂ.ಎಫ್.ಸಿ. ರವರ — [267, 613, 449, 624]
ad-paragraph-label: ಎದುರುದಾರರು : — [17, 349, 55, 357]
ad-court-shivamogga-08 — [712, 603, 937, 835]
ad-headline-line: ಟೆಂಡರ್ ತಿದ್ದುಪಡಿ ಪ್ರಕಟಣೆ — [88, 143, 160, 154]
ad-paragraph: ಅರ್ಜಿದಾರರು : 1)ಸಿದ್ದರಾಮಪ್ಪ ಬಿನ್ ಲೇಟ್ ಈರಪ್ಪ ಯಾನೆ ಈರಣ್ಣ ಸುಮಾರು 71 ವರ್ಷ, ಕೂಲಿ ವಾಸ: ಜಾವೂರು ಗ್ರಾಮ, ಶಿವನಿ ಹೋಬಳಿ, ಅಜ್ಜಂಪುರ ತಾಲ್ಲೂಕು, ಚಿಕ್ಕಮಗಳೂರು ಜಿಲ್ಲೆ, 2)ಶಿವಮ್ಮ ಕೋಂ ಲೇಟ್ ರಾಮಣ್ಣ, ಸುಮಾರು 80 ವರ್ಷ, ವಾಸ: ಹಣ್ಣೆ ಗ್ರಾಮ, ಅಜ್ಜಂಪುರ ತಾಲ್ಲೂಕು. 3)ಚಂದ್ರಮ್ಮ ಕೋಂ ಲೇಟ್ ಶಿವಣ್ಣಶಾ, ಸುಮಾರು 60 ವರ್ಷ, ವಾಸ: ಜಾವೂರು ಗ್ರಾಮ, ಶಿವನಿ ಹೋಬಳಿ, ಅಜ್ಜಂಪುರ ತಾಲ್ಲೂಕು, ಚಿಕ್ಕಮಗಳೂರು ಜಿಲ್ಲೆ. — [485, 858, 700, 902]
ad-section-heading: ವಿರುದ್ಧ — [350, 213, 366, 223]
ad-subtitle: ಇ-ಮೇಲ್: eekhsdrp@gmail.com — [78, 119, 170, 127]
ad-title: ನ್ಯಾಯಾಲಯದಲ್ಲಿ, ಹೊಳಲ್ಕೆರೆ — [315, 863, 401, 874]
indent-sl-no: 9 — [720, 361, 737, 374]
ad-paragraph: (1) ಟೆಂಡರ್ ಫಾರಂಗಳನ್ನು ಕೋರಿ ಹಾಗೂ ಅರ್ಜಿಯನ್ನು ಸಲ್ಲಿಸುವ ಕೊನೆಯ ದಿನಾಂಕಗಳು : 29.09.2025, ರಿಂದ 13.10.2025 ರವರೆಗೆ 17.30 ಗಂಟೆಗೆ. (2) ಆರ್ಥಿಕ ಬಿಡ್ ತೆರೆಯುವ ದಿನಾಂಕ : 14.10.2025 ರಂದು 17.30 ಗಂಟೆಗೆ. (3) ಕಾಲಾವಧಿ : 06 ತಿಂಗಳು. (4) ಟೆಂಡರಿಗಿಟ್ಟ ಮೊತ್ತ : ರೂ.80.32 ಲಕ್ಷಗಳು Technical Bid will be opened on 14.10.2025 at 17.30 hours and financial Bid will be opened on after obtaining approval of technical bid from competent authority. (5) ಇ.ಎಂ.ಡಿ ಮೊತ್ತ : ರೂ. 1,69,000/- — [485, 477, 699, 530]
signature-right — [369, 567, 465, 596]
indent-estimate-amount: 19.20 — [884, 374, 933, 387]
ad-paragraph-label: ಅರ್ಜಿದಾರರು : — [485, 858, 519, 866]
case-number: ಸಿ.ಮಿಸ್.ನಂ : 306/2025 — [89, 991, 158, 1001]
signature-line: ಅರ್ಜಿದಾರರ ಪರ ವಕೀಲರು, — [485, 764, 544, 772]
ad-title: ನ್ಯಾಯಾಲಯದಲ್ಲಿ, ಹೊಳಲ್ಕೆರೆ — [81, 752, 167, 763]
ad-title: ನ್ಯಾಯಾಲಯದಲ್ಲಿ ಸೊರಬ — [86, 275, 162, 286]
signature-line: ಕ.ನೀ.ನಿ.ನಿ., ನಂ.4 ಬಿ.ಆರ್.ಎಲ್.ಬಿ.ಸಿ. ವಿಭಾಗ, — [597, 563, 699, 571]
ad-paragraph-label: ಅರ್ಜಿದಾರರು : — [485, 104, 519, 111]
ad-subtitle: ದೂರವಾಣಿ ಸಂ: 08187-222221, 08187-223861, — [761, 88, 891, 96]
ad-subtitle: ಶಿವಮೊಗ್ಗ ಜಿಲ್ಲೆ, ಕರ್ನಾಟಕ ರಾಜ್ಯ. — [789, 78, 863, 86]
signature-line: ದಿನಾಂಕ: 25-09-2025 — [17, 1169, 71, 1177]
signature-line: ಡಾ.ಸ.ಸಂ.ಇ./ಓ/ನಂ.142-69 — [485, 554, 551, 562]
ad-title: ಮಾನ್ಯ ಪ್ರವಹಾರ ನ್ಯಾಯಾಧೀಶರು ಮತ್ತು ಜೆ.ಎಂ.ಎಫ್.ಸಿ. — [278, 66, 438, 76]
indent-number: DMA/2025-26/WS/WORK INDENT49520 — [737, 323, 884, 336]
ad-court-holalkere-289 — [478, 60, 706, 292]
ad-paragraph: ಅರ್ಜಿದಾರರು : 1)ಪುರುಷೋತ್ತಮ ಹೆಚ್.ಡಿ. ಬಿನ್ ಲೇಟ್ ಧರ್ಮನಾಯ್ಕ, ಸುಮಾರು 55 ವರ್ಷ ವಯಸ್ಸು, 2)ಚಂದ್ರವತಿ ಕೋಂ ಸಿದ್ದಪ್ಪನಾಯ್ಕ, ಸುಮಾರು 65 ವರ್ಷ ವಯಸ್ಸು, ವಾಸ: #216, ಅರ್ಜುನಹಳ್ಳಿ, ಸೀತೂರು ಅಂಚೆ, ಎನ್.ಆರ್.ಪುರ ತಾII, ಚಿಕ್ಕಮಗಳೂರು ಜಿಲ್ಲೆ, 3)ಮಂಜುನಾಥ ಹೆಚ್.ಡಿ. ಬಿನ್ ಲೇಟ್ ಧರ್ಮನಾಯ್ಕ, ಸುಮಾರು 63 ವರ್ಷ ವಯಸ್ಸು, 4)ಸುಬ್ರಮಣಿ ಬಿನ್ ಲೇಟ್ ಧರ್ಮನಾಯ್ಕ, ಸುಮಾರು 60 ವರ್ಷ ವಯಸ್ಸು, ಅರ್ಜಿದಾರ, 1,3 ಮತ್ತು 4ನೇಯವರ ವಾಸ ಹುಯಿಳಿಹಳ್ಳಿ ಗ್ರಾಮ, ಲಿಂಬಳೇ ಬೈಲು ಅಂಚೆ, ಶಿವಮೊಗ್ಗ ತಾಲ್ಲೂಕು. 5)ಲಕ್ಷ್ಮಣರಾವ್ ಕೋಂ ಗಣಪತಿ ಕೆ.ಎ. ಸುಮಾರು 50 ವರ್ಷ ವಯಸ್ಸು, ವಾಸ: ಕಣ್ಣೂರು ಗ್ರಾಮ, ಗೆಣಸಮುಡಿರ ಅಂಚೆ, ಸಾಗರ ತಾಲ್ಲೂಕು. — [719, 885, 933, 948]
ad-paragraph: ಅರ್ಜಿದಾರರು : 1)ದಾಸನೋಟಿ ಬಿನ್ ಲೇಟ್ ಶಿವಮ್ಮನೋಟಿ, ವಯಸ್ಸು ಸುಮಾರು 75 ವರ್ಷ, ಪ್ರವಚಾಯ ಕೆಳಗೆನೋಗಿಹಳ್ಳಿ ಗ್ರಾಮ, ತಾಳ್ಯ ಹೋಬಳಿ, ಹೊಳಲ್ಕೆರೆ ತಾಲ್ಲೂಕು. 2)ಹನುಮಕ್ಕ ಕೋಂ ಲೇಟ್ ಶಿವಪ್ಪಜ್ಜಿ, ವಯಸ್ಸು ಸುಮಾರು 70 ವರ್ಷ, ಜಿ.ಸತ್ಯನಾಳು ಕಡೂರು ತಾಲ್ಲೂಕು. 3)ಶಿವಮ್ಮ ಕೋಂ ಲೇಟ್ ಹನುಮಂತಪ್ಪ, ವಯಸ್ಸು ಸುಮಾರು 65 ವರ್ಷ, ಶಿವಪುರ ಗ್ರಾಮ, ಚನ್ನಗಿರಿ ತಾಲ್ಲೂಕು. — [17, 540, 231, 575]
ad-paragraph-label: ಎದುರುದಾರರು : — [251, 699, 289, 707]
signature-right — [133, 226, 231, 245]
signature-line: ನ್ಯಾಯಾಲಯದ ಅಪ್ಪಣೆ ಮೇರೆಗೆ — [165, 1159, 231, 1167]
ad-subtitle: ಕಾರ್ಯಪಾಲಕ ಇಂಜಿನಿಯರ್‌ರವರ ಕಛೇರಿ, — [547, 328, 637, 336]
signature-line: ಸಹಿ/-ಶಿರಸ್ತೇದಾರರು, — [890, 1059, 933, 1067]
indent-table-row — [720, 273, 933, 286]
ad-court-soraba-284 — [244, 60, 472, 374]
ad-section-heading: ವಿರುದ್ಧ — [584, 903, 600, 913]
indent-table — [719, 215, 933, 387]
signature-block — [251, 321, 465, 369]
ad-headline-line: ಕಳೆದಿದೆ — [816, 471, 836, 482]
signature-right — [145, 684, 231, 722]
ad-court-tarikere-282 — [478, 814, 706, 1055]
ad-title: ಮಾನ್ಯ 5ನೇ ಹೆಚ್ಚುವರಿ ಕಿರಿಯ ಸಿವಿಲ್ ನ್ಯಾಯಾಧೀಶರ ನ್ಯಾಯಾಲಯ — [731, 847, 921, 858]
ad-ref-number: ಸಂಖ್ಯೆ: ಆಕಿಕ/ಕಾ.ಇಂ/ಇಂ.ವಿ/ಟೆಂ/ಸ.ಇಂ-3/2025-26/21 — [17, 129, 144, 137]
indent-estimate-amount: 4.95 — [884, 323, 933, 336]
ad-paragraph: ಅರ್ಜಿದಾರರು : 1)ಶ್ರೀ ಯೋಗಿಶ್.ಪಿ. ಬಿನ್ ಪಾತಯ್ಯ, ವಯಸ್ಸು ಸುಮಾರು 49 ವರ್ಷ, 2)ಕಿರಣ್ ಕುಮಾರ ಬಿನ್ ಪಾತಯ್ಯ, ವಯಸ್ಸು ಸುಮಾರು 31 ವರ್ಷ, 3)ಲೂಪದರಾಜ ಟಿ. ಬಿನ್ ಹೆಚ್.ಶಿವಣ್ಣಯ್ಯ, ವಯಸ್ಸು ಸುಮಾರು 36 ವರ್ಷ, 4)ರವಿ ಟಿ ಬಿನ್ ಹೆಚ್.ಶಿವಣ್ಣಯ್ಯ, ವಯಸ್ಸು ಸುಮಾರು 42 ವರ್ಷ, ವಾಸ: ವಿದ್ಯಾನಗರಪಟ್ಟಿ, 2ನೇ ತಿರುವು, ತ್ಯಾವರಚಟ್ನಹಳ್ಳಿ, ಆಂಜನೇಯ ಕಾಲೋನಿ, ಶಿವಮೊಗ್ಗ. — [17, 1005, 232, 1040]
ad-paragraph: ಅರ್ಜಿದಾರರು : 1)ಗಂಗಮ್ಮ ಕೋಂ ಲೇಟ್ ಶಿವಲಿಂಗಪ್ಪ, ವಯಸ್ಸು ಸುಮಾರು 65 ವರ್ಷ, 2)ಟಿ.ರುದ್ರಪ್ಪ ಬಿನ್ ಲೇಟ್ ಶಿವಲಿಂಗಪ್ಪ, ವಯಸ್ಸು ಸುಮಾರು 45 ವರ್ಷ, 3)ಟಿ.ಹನುಮಂತಪ್ಪ ಬಿನ್ ಲೇಟ್ ಶಿವಲಿಂಗಪ್ಪ, ವಯಸ್ಸು ಸುಮಾರು 43 ವರ್ಷ, 4)ಗಾಮಪ್ಪ ಬಿನ್ ಲೇಟ್ ಶಿವಲಿಂಗಪ್ಪ ವಯಸ್ಸು ಸುಮಾರು 38 ವರ್ಷ, ಎಲ್ಲರೂ ಪ್ರವಚಾಯ ಕೆಲಸ, ಮೇಕೆನಹಟ್ಟಿ ಗ್ರಾಮ, ಹೊಳಲ್ಕೆರೆ ತಾಲ್ಲೂಕು. — [17, 778, 231, 813]
signature-line: ಸಹಿ/- ಮುಖ್ಯಾಧಿಕಾರಿ, ಪುರಸಭೆ, ಶಿಕಾರಿಪುರ — [843, 430, 933, 438]
ad-paragraph: ಎದುರುದಾರರು : ತಹಶೀಲ್ದಾರರು, ಜನನ ಮತ್ತು ಮರಣ ನೋಂದಣಾಧಿಕಾರಿಗಳು, ಹೊಳಲ್ಕೆರೆ ತಾಲ್ಲೂಕು. — [485, 152, 693, 160]
ad-court-shivamogga-306 — [10, 973, 238, 1192]
signature-line: ಸಿವಿಲ್ ನ್ಯಾಯಾಧೀಶರು ಮತ್ತು ಹೆಚ್ಚುವರಿ — [615, 1031, 699, 1039]
signature-left — [17, 1159, 75, 1188]
ad-subtitle: ಕರ್ನಾಟಕ ನೀರಾವರಿ ನಿಗಮ ನಿಯಮಿತ, — [550, 337, 634, 345]
ad-paragraph: ಕೆ.ಒ.ಪಿ.ಪಿ ವೆಬ್‌ಸೈಟ್ ಮೂಲಕ 4701 ಭದ್ರಾ ಲೆಕ್ಕ ಶೀರ್ಷಿಕೆಯಡಿಯಲ್ಲಿ 01 ಸಂಖ್ಯೆ ಕಾಮಗಾರಿಗಳಿಗೆ ವ್ಯವಸ್ಥಾಪಕ ನಿರ್ದೇಶಕರು, ಕೆನೀನಿನಿ, ಬೆಂಗಳೂರು ಇವರ ಪರವಾಗಿ ನೋಂದಾಯಿಸಲ್ಪಟ್ಟಿರುವ ಗುತ್ತಿಗೆದಾರರಿಂದ ಟೆಂಡರ್‌ನ್ನು ಕಾರ್ಯಪಾಲಕ ಇಂಜಿನಿಯರ್, ಕೆನೀನಿನಿ, ನಂ.4 ಬಿ.ಆರ್.ಎಲ್.ಬಿ.ಸಿ ವಿಭಾಗ, ಭದ್ರಾವತಿ ಇವರಿಂದ ಆಹ್ವಾನಿಸಲಾಗಿದೆ. — [485, 439, 699, 475]
ad-section-heading: ವಿರುದ್ಧ — [584, 664, 600, 674]
ad-section-heading: ಪತ್ರಿಕಾ ಪ್ರಕಟಣೆ — [106, 359, 142, 369]
ad-court-holalkere-145 — [478, 594, 706, 807]
signature-line: ದಿನಾಂಕ: 29-09-2025 — [719, 1059, 773, 1067]
imprint-line-2: and Published at 'Madhura Nilaya', 4th Cross, Durgigudi, Park Extension, Shivamogga 577202. Ph: (08182) 401752, 8861209076. Editor : P.S. Prakash, Group Editor : Vinayak S. Bhat. — [122, 1426, 823, 1437]
case-number: ಸಿ.ಮಿಸ್.ನಂ : 409/2025 — [791, 872, 860, 882]
ad-paragraph: ಅರ್ಜಿದಾರರು : 1)ರಾಧಮ್ಮ ಕೋಂ ಚಂದ್ರ ಭಂಡಾರಿ, ಸುಮಾರು 84 ವರ್ಷ, ಗೃಹಿಣಿ, ಕುಮಾಎನಕೊಪ್ಪಲು, ಮಾರ್ಕೆಟ್ ರಸ್ತೆ, ಸೊರಬ ಟೌನ್, ಸೊರಬ ತಾಲ್ಲೂಕು. 2)ವಸಂತ ಕೋಂ ದೀನು ಭಂಡಾರಿ, ಸುಮಾರು 81 ವರ್ಷ, ಗೃಹಿಣಿ, ಹರಕಾಳು ಗ್ರಾಮ, ಹೊಸನಗರ ತಾಲ್ಲೂಕು. 3)ರಘುನಾಥ ಬಿನ್ ನಾರಾಯಣ ಭಂಡಾರಿ, ಸುಮಾರು 70 ವರ್ಷ, ರಾಮದೇವ ಮಾರ್ಗ ಹಿಂಭಾಗ, ಮೀರಾರೋಡ್, ಥಾಣೆ, ಮಹಾರಾಷ್ಟ್ರ ರಾಜ್ಯ. 4)ಸುಧಾಕರ ಬಿನ್ ನಾರಾಯಣ ಭಂಡಾರಿ, ಸುಮಾರು 58 ವರ್ಷ, ಗುಡ್ಡೆಕೊಪ್ಪ ಗ್ರಾಮ, ಕುಂದಾಪುರ ತಾಲ್ಲೂಕು, ಉಡುಪಿ ಜಿಲ್ಲೆ. 5)ಗುಣವಂತಿ ಕೋಂ ಶೇಖರ ದೇವಾಡಿಗ, ಸುಮಾರು 63 ವರ್ಷ, ಗೃಹಿಣಿ, ಸಾರ್ಕಳ ಗ್ರಾಮ, ಕುಂದಾಪುರ ತಾಲ್ಲೂಕು. 6)ರೇಣುಕಾವತಿ ಕೋಂ ತಿಮ್ಮಯ್ಯ ಭಂಡಾರಿ, ಸುಮಾರು 61 ವರ್ಷ, ಗೃಹಿಣಿ, ಕೋಡಂಕೂರು, ಉಡುಪಿ ಜಿಲ್ಲೆ. 7)ಗೀತಾ ಕೋಂ ಸುದರ್ಶನ್, ಸುಮಾರು 58 ವರ್ಷ, ಗೃಹಿಣಿ, ಎಸ್.ಎನ್.ನಗರ, ಸಾಗರ ಟೌನ್, ಸಾಗರ ತಾಲ್ಲೂಕು, ಶಿವಮೊಗ್ಗ ಜಿಲ್ಲೆ. 8)ಶ್ರೀಧರ ಬಿನ್ ಚಂದ್ರ ಭಂಡಾರಿ, ಸುಮಾರು 55 ವರ್ಷ, ಮಾರ್ಕೆಟ್ ರೋಡ್, ಕುಮಾಎನಕೊಪ್ಪಲು, ಸೊರಬ ಟೌನ್, ಸೊರಬ ತಾಲ್ಲೂಕು. 9)ಉಷಾ ಕೋಂ ಪ್ರಕಾಶ ಭಂಡಾರಿ, ಸುಮಾರು 51 ವರ್ಷ, ಗೃಹಿಣಿ, ಮೂಡ್ಲು-ಚಿಕ್ಕಾಪು ಗ್ರಾಮ, ಉಡುಪಿ ಜಿಲ್ಲೆ. — [251, 104, 465, 212]
signature-line: ಜೆ.ಎಂ.ಎಫ್.ಸಿ.ನ್ಯಾಯಾಲಯ, ಹೊಳಲ್ಕೆರೆ — [144, 714, 231, 722]
signature-line: ಜೆ.ಎಂ.ಎಫ್.ಸಿ.ನ್ಯಾಯಾಲಯ, ತರೀಕೆರೆ — [618, 1041, 699, 1049]
signature-line: ವಕೀಲರು, ಹೊಳಲ್ಕೆರೆ — [17, 695, 62, 702]
ad-section-heading: ಸಾರ್ವಜನಿಕ ಪ್ರಕಟಣೆ — [100, 1063, 148, 1073]
signature-line: ಸಹಿ/-ಶಿರಸ್ತೇದಾರರು, — [188, 1169, 231, 1177]
ad-info-row — [485, 378, 699, 388]
ad-title: ಮತ್ತು ಜೆ.ಎಂ.ಎ�ಫ್.ಸಿ. ರವರ ನ್ಯಾಯಾಲಯದಲ್ಲಿ — [520, 611, 664, 622]
signature-line: ಸಹಿ/-ಶಿರಸ್ತೇದಾರರು, — [422, 1044, 465, 1052]
signature-block — [17, 684, 231, 722]
ad-paragraph: ಎದುರುದಾರರು : ಕಂದಾಯಾಧಿಕಾರಿ, ಜನನ ಮತ್ತು ಮರಣ ನೋಂದಣಾಧಿಕಾರಿಗಳು, ಹೊಳಲ್ಕೆರೆ ತಾಲ್ಲೂಕು. — [17, 588, 230, 596]
signature-line: ಪ್ರವಹಾರ ನ್ಯಾಯಾಧೀಶರು ಮತ್ತು — [398, 341, 465, 349]
ad-section-heading: ವಿರುದ್ಧ — [116, 815, 132, 825]
ad-paragraph: ಅರ್ಜಿದಾರರು : 1)ಶ್ರೀ ಯೋಗಿಶ್.ಪಿ. ಬಿನ್ ಪಾತಯ್ಯ, ವಯಸ್ಸು ಸುಮಾರು 49 ವರ್ಷ, 2)ಕಿರಣ್ ಕುಮಾರ ಬಿನ್ ಪಾತಯ್ಯ, ವಯಸ್ಸು ಸುಮಾರು 31 ವರ್ಷ, 3)ಲೂಪದರಾಜ ಟಿ. ಬಿನ್ ಹೆಚ್.ಶಿವಣ್ಣಯ್ಯ, ವಯಸ್ಸು ಸುಮಾರು 36 ವರ್ಷ, 4)ರವಿ ಟಿ ಬಿನ್ ಹೆಚ್.ಶಿವಣ್ಣಯ್ಯ, ವಯಸ್ಸು ಸುಮಾರು 42 ವರ್ಷ, ವಾಸ: ವಿದ್ಯಾನಗರಪಟ್ಟಿ, 2ನೇ ತಿರುವು, ತ್ಯಾವರಚಟ್ನಹಳ್ಳಿ, ಆಂಜನೇಯ ಕಾಲೋನಿ, ಶಿವಮೊಗ್ಗ. — [251, 413, 466, 448]
ad-title: ಗೌರವಾನ್ವಿತ ಆಪರ ಸಿವಿಲ್ ಜಡ್ಜ್ ಮತ್ತು ಜೆ.ಎಂ.ಎಫ್.ಸಿ. ರವರ — [503, 66, 681, 76]
signature-line: 3ನೇ ಜೆ.ಎಂ.ಎಫ್.ಸಿ.ನ್ಯಾಯಾಲಯ, ಶಿವಮೊಗ್ಗ — [134, 1179, 231, 1187]
cmyk-dot — [165, 1443, 174, 1452]
ad-paragraph-label: ಎದುರುದಾರರು : — [485, 152, 523, 160]
signature-right — [838, 792, 933, 830]
ad-paragraph-label: ಅರ್ಜಿದಾರರು : — [17, 778, 53, 786]
signature-line: ಅರ್ಜಿದಾರರ ಪರ ವಕೀಲರು, — [251, 322, 310, 330]
ad-headline-bar — [485, 401, 699, 416]
signature-line: ಸಹಿ/-ಶಿರಸ್ತೇದಾರರು, — [188, 933, 231, 941]
ad-paragraph: ಮೇಲ್ಕಂಡ ಅರ್ಜಿದಾರರ ತಾಯಿಯಾದ ಶ್ರೀಮತಿ ತಾರಾಬಾಯಿ ಕೋಂ ರವಿ.ಕೆ. ರವರು ಹೊಳಲ್ಕೆರೆ ತಾಲ್ಲೂಕು, ರಾಮಗಿರಿ ಹೋಬಳಿ, ತುಪ್ಪದಹಳ್ಳಿ ಲಂಬಾಣಿಹಟ್ಟಿ ಗ್ರಾಮದಲ್ಲಿ ದಿನಾಂಕ:17-04-2021 ರಂದು ಮರಣ ಹೊಂದಿರುತ್ತಾರೆ ಎಂದು ಮರಣ ಸಮರ್ಥನಾ ಪತ್ರ ಪಡೆಯಲು ಎದುರುದಾರರ ವಿರುದ್ಧ ಅರ್ಜಿದಾರರು ಮಾನ್ಯ ಹಿರಿಯ ಸಿವಿಲ್ ನ್ಯಾಯಾಲಯದಲ್ಲಿ ಅರ್ಜಿ ಸಲ್ಲಿಸಿರುತ್ತಾರೆ. ಸದರಿ ಅರ್ಜಿಯ ವಿಚಾರಣೆಯನ್ನು ದಿನಾಂಕ:17-11-2025 ರಂದು ಬೆಳಿಗ್ಗೆ 11 ಗಂಟೆಗೆ ನಿಗದಿಪಡಿಸಿದ್ದು, ಈ ವಿಷಯದಲ್ಲಿ ಹಿತಾಸಕ್ತಿ ಇರುವವರು ಅಂದು ಖುದ್ದಾಗಿ ಅಥವಾ ತಮ್ಮ ವಕೀಲರ ಮುಖಾಂತರ ಹಾಜರಾಗಿ ತಕರಾರು ಸಲ್ಲಿಸಬಹುದು. ತಪ್ಪಿದಲ್ಲಿ ಪ್ರಕರಣವನ್ನು ಕಾನೂನು ರೀತಿಯಲ್ಲಿ ಇತ್ಯರ್ಥಪಡಿಸಲಾಗುವುದು ಎಂದು ಈ ಮೂಲಕ ತಿಳಿಯಪಡಿಸಲಾಗಿದೆ. — [485, 698, 699, 760]
cmyk-dot — [589, 1443, 598, 1452]
case-number: ಸಿ.ಆರ್.ಮಿಸ್.ನಂ : 286/2025 — [317, 637, 399, 647]
signature-line: ಕೋರ್ಟ್ ನಂ.ಕೆ.ಎ.ಆರ್. 8/2007 — [17, 475, 92, 483]
ad-title: ಪುರಸಭೆ ಕಾರ್ಯಾಲಯ, ಶಿಕಾರಿಪುರ-577427 — [759, 66, 893, 76]
indent-table-row — [720, 298, 933, 311]
indent-table-section: 15th Finance and General Fund — [720, 247, 933, 260]
ad-section-heading: ಸಾರ್ವಜನಿಕ ಪ್ರಕಟಣೆ — [568, 933, 616, 943]
indent-table-header: Estimate Amt.(in Lakh) — [884, 215, 933, 247]
signature-line: ಕೋರ್ಟ್ ನಂ.ಕೆ.ಎ.ಆರ್. 9/2007 — [251, 350, 326, 358]
ad-paragraph: ಎದುರುದಾರರು : 1) ತಹಶೀಲ್ದಾರ್ ರವರು, ಅಜ್ಜಂಪುರ ತಾಲ್ಲೂಕು, ಅಜ್ಜಂಪುರ. 2) ಗ್ರಾಮ ಲೆಕ್ಕಾಧಿಕಾರಿಗಳು, ಜಾವೂರು ವೃತ್ತ, ಅಜ್ಜಂಪುರ ತಾಲ್ಲೂಕು. — [485, 915, 699, 932]
indent-estimate-amount: 4.00 — [884, 273, 933, 286]
